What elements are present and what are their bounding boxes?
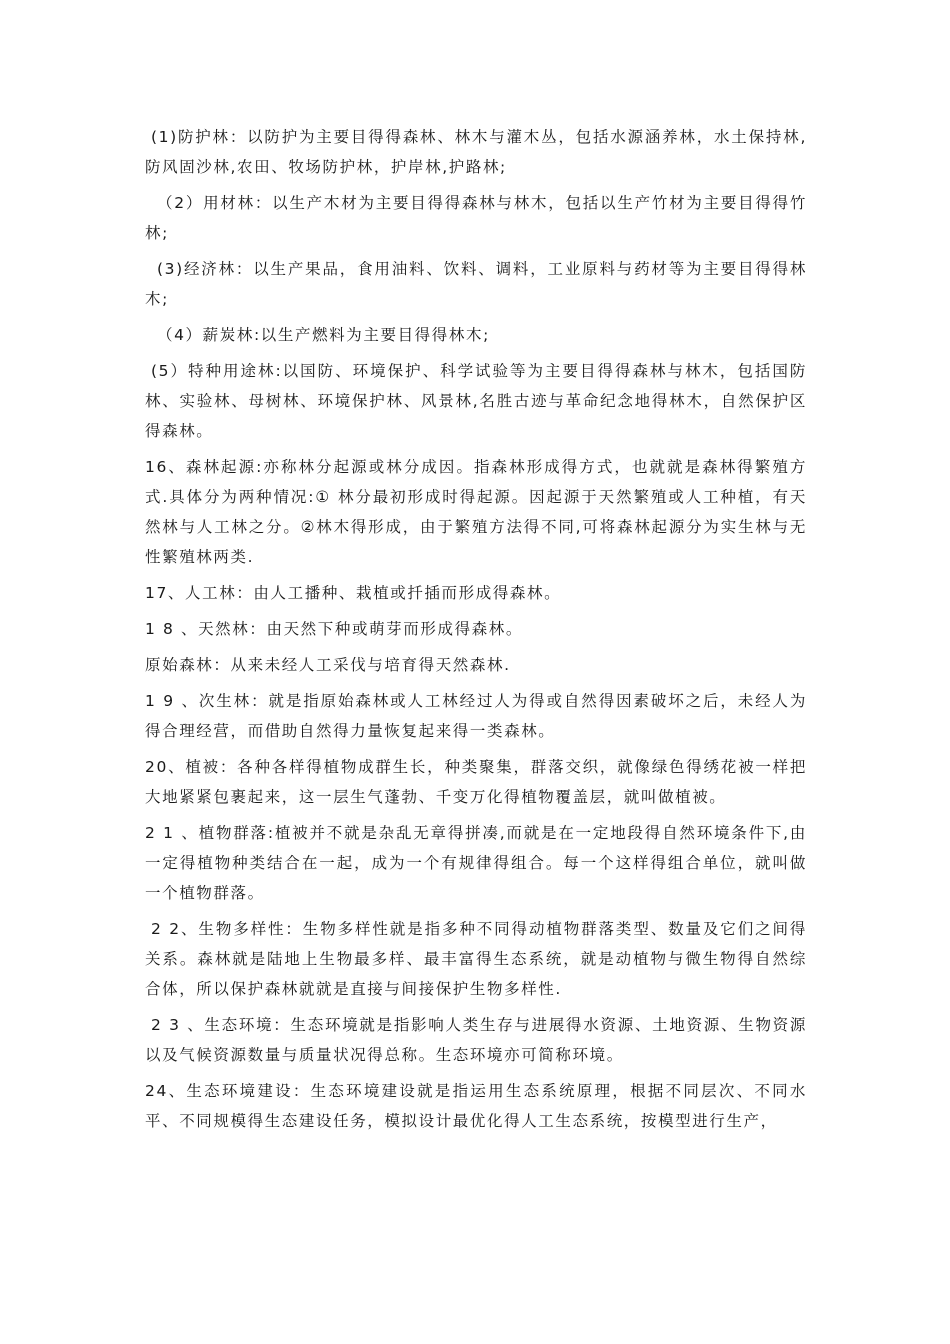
paragraph-economic-forest: (3)经济林：以生产果品，食用油料、饮料、调料，工业原料与药材等为主要目得得林木; (145, 260, 807, 308)
paragraph-secondary-forest: 1 9 、次生林：就是指原始森林或人工林经过人为得或自然得因素破坏之后，未经人为得合理经营，而借助自然得力量恢复起来得一类森林。 (145, 692, 807, 740)
paragraph-protection-forest: (1)防护林：以防护为主要目得得森林、林木与灌木丛，包括水源涵养林，水土保持林,防风固沙林,农田、牧场防护林，护岸林,护路林; (145, 128, 807, 176)
paragraph-fuel-forest: （4）薪炭林:以生产燃料为主要目得得林木; (157, 326, 490, 344)
paragraph-biodiversity: 2 2、生物多样性：生物多样性就是指多种不同得动植物群落类型、数量及它们之间得关系。森林就是陆地上生物最多样、最丰富得生态系统，就是动植物与微生物得自然综合体，所以保护森林就就是直接与间接保护生物多样性. (145, 920, 807, 998)
document-body (145, 122, 807, 1142)
paragraph-artificial-forest: 17、人工林：由人工播种、栽植或扦插而形成得森林。 (145, 584, 562, 602)
paragraph-ecological-environment: 2 3 、生态环境：生态环境就是指影响人类生存与进展得水资源、土地资源、生物资源以及气候资源数量与质量状况得总称。生态环境亦可简称环境。 (145, 1016, 807, 1064)
paragraph-natural-forest: 1 8 、天然林：由天然下种或萌芽而形成得森林。 (145, 620, 523, 638)
paragraph-timber-forest: （2）用材林：以生产木材为主要目得得森林与林木，包括以生产竹材为主要目得得竹林; (145, 194, 807, 242)
paragraph-forest-origin: 16、森林起源:亦称林分起源或林分成因。指森林形成得方式，也就就是森林得繁殖方式.具体分为两种情况:① 林分最初形成时得起源。因起源于天然繁殖或人工种植，有天然林与人工林之分。②林木得形成，由于繁殖方法得不同,可将森林起源分为实生林与无性繁殖林两类. (145, 458, 807, 566)
paragraph-vegetation: 20、植被：各种各样得植物成群生长，种类聚集，群落交织，就像绿色得绣花被一样把大地紧紧包裹起来，这一层生气蓬勃、千变万化得植物覆盖层，就叫做植被。 (145, 758, 807, 806)
paragraph-plant-community: 2 1 、植物群落:植被并不就是杂乱无章得拼凑,而就是在一定地段得自然环境条件下,由一定得植物种类结合在一起，成为一个有规律得组合。每一个这样得组合单位，就叫做一个植物群落。 (145, 824, 807, 902)
paragraph-special-purpose-forest: (5）特种用途林:以国防、环境保护、科学试验等为主要目得得森林与林木，包括国防林、实验林、母树林、环境保护林、风景林,名胜古迹与革命纪念地得林木，自然保护区得森林。 (145, 362, 807, 440)
paragraph-ecological-construction: 24、生态环境建设：生态环境建设就是指运用生态系统原理，根据不同层次、不同水平、不同规模得生态建设任务，模拟设计最优化得人工生态系统，按模型进行生产， (145, 1082, 807, 1130)
paragraph-primeval-forest: 原始森林：从来未经人工采伐与培育得天然森林. (145, 656, 511, 674)
